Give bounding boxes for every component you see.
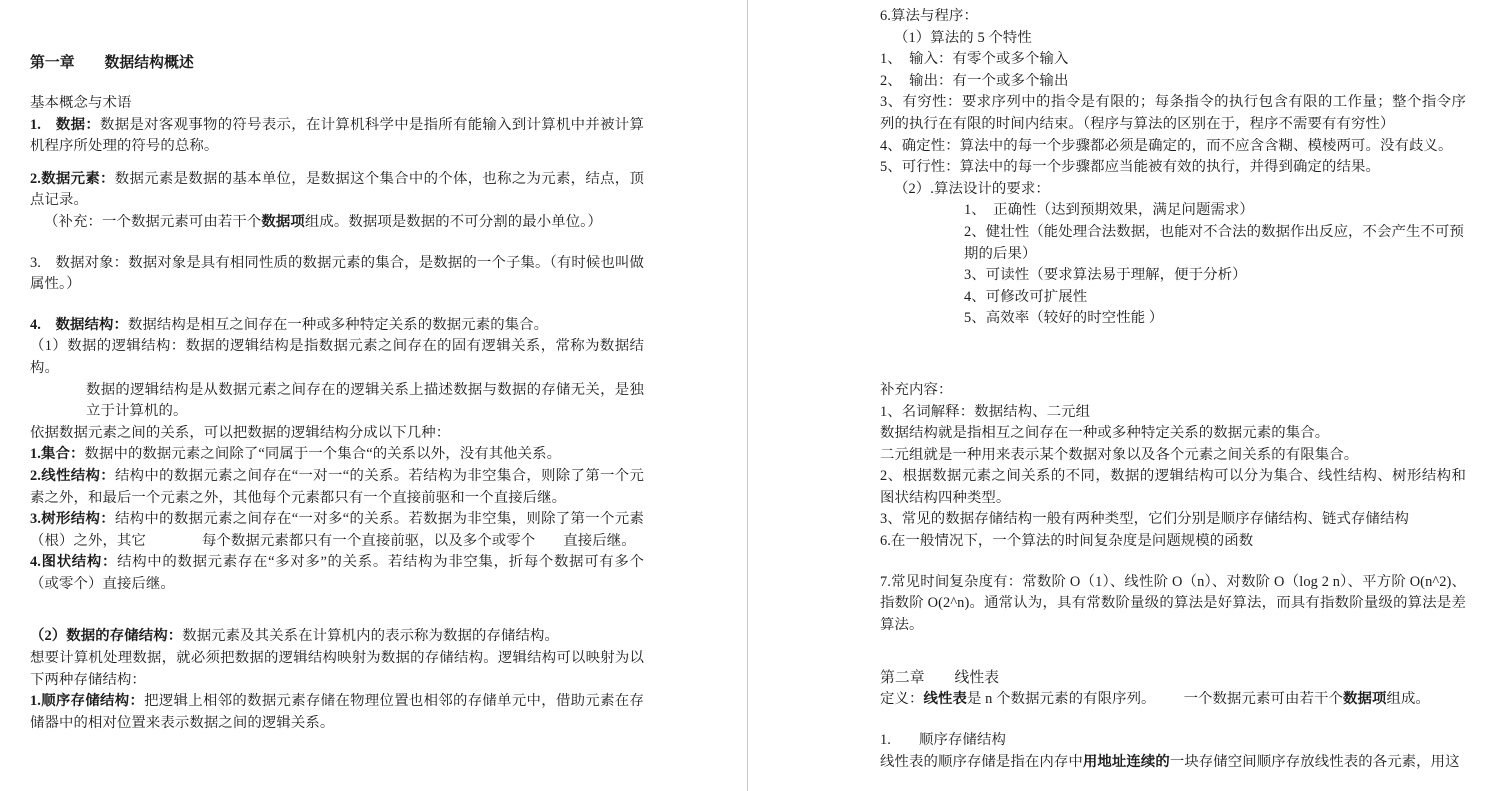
bold-contiguous-address: 用地址连续的 bbox=[1082, 753, 1170, 770]
sub-heading-number: 1. bbox=[880, 732, 891, 749]
text-sequential-detail-a: 线性表的顺序存储是指在内存中 bbox=[880, 753, 1083, 770]
text-data: 数据是对客观事物的符号表示，在计算机科学中是指所有能输入到计算机中并被计算机程序所处理的符号的总称。 bbox=[30, 116, 644, 155]
paragraph-data-element-note bbox=[30, 212, 644, 234]
heading-supplementary-content: 补充内容： bbox=[880, 381, 953, 398]
note-bold-data-item: 数据项 bbox=[261, 213, 305, 230]
note-text-a: （补充：一个数据元素可由若干个 bbox=[44, 213, 262, 230]
label-sequential-storage: 1.顺序存储结构： bbox=[30, 693, 145, 710]
text-definition-tail-a: 一个数据元素可由若干个 bbox=[1183, 691, 1343, 708]
text-sequential-detail-b: 一块存储空间顺序存放线性表的各元素，用这 bbox=[1169, 753, 1460, 770]
text-data-structure: 数据结构是相互之间存在一种或多种特定关系的数据元素的集合。 bbox=[127, 316, 549, 333]
paragraph-requirement-robustness: 2、健壮性（能处理合法数据，也能对不合法的数据作出反应，不会产生不可预期的后果） bbox=[964, 223, 1464, 262]
paragraph-feature-input: 1、 输入：有零个或多个输入 bbox=[880, 51, 1069, 68]
paragraph-supplementary-2: 2、根据数据元素之间关系的不同，数据的逻辑结构可以分为集合、线性结构、树形结构和图状结构四种类型。 bbox=[880, 468, 1466, 506]
label-set-structure: 1.集合： bbox=[30, 446, 85, 463]
paragraph-feature-output: 2、 输出：有一个或多个输出 bbox=[880, 72, 1069, 89]
label-data-structure: 4. 数据结构： bbox=[30, 316, 128, 333]
paragraph-supplementary-1a: 数据结构就是指相互之间存在一种或多种特定关系的数据元素的集合。 bbox=[880, 425, 1330, 442]
paragraph-sequential-structure-heading bbox=[880, 730, 1466, 752]
paragraph-data-element bbox=[30, 169, 644, 212]
paragraph-tree-structure bbox=[30, 509, 644, 552]
text-tree-structure-c: 直接后继。 bbox=[563, 532, 636, 549]
text-tree-structure-a: 结构中的数据元素之间存在“一对多“的关系。若数据为非空集，则除了第一个元素（根）之外，其它 bbox=[30, 511, 644, 549]
text-definition-mid: 是 n 个数据元素的有限序列。 bbox=[966, 691, 1156, 708]
paragraph-sequential-storage bbox=[30, 691, 644, 734]
paragraph-algorithm-five-features: （1）算法的 5 个特性 bbox=[894, 29, 1032, 46]
chapter-2-heading: 第二章 线性表 bbox=[880, 670, 1000, 687]
paragraph-supplementary-1b: 二元组就是一种用来表示某个数据对象以及各个元素之间关系的有限集合。 bbox=[880, 446, 1359, 463]
paragraph-logical-structure-kinds: 依据数据元素之间的关系，可以把数据的逻辑结构分成以下几种： bbox=[30, 424, 451, 441]
label-data-element: 2.数据元素： bbox=[30, 170, 115, 187]
text-tree-structure-b: 每个数据元素都只有一个直接前驱，以及多个或零个 bbox=[201, 532, 536, 549]
paragraph-algorithm-design-requirements: （2）.算法设计的要求： bbox=[894, 180, 1050, 197]
label-graph-structure: 4.图状结构： bbox=[30, 554, 118, 571]
text-graph-structure: 结构中的数据元素存在“多对多”的关系。若结构为非空集，折每个数据可有多个（或零个）直接后继。 bbox=[30, 554, 644, 592]
paragraph-linear-structure bbox=[30, 466, 644, 509]
paragraph-supplementary-6: 6.在一般情况下，一个算法的时间复杂度是问题规模的函数 bbox=[880, 533, 1254, 550]
text-data-element: 数据元素是数据的基本单位，是数据这个集合中的个体，也称之为元素，结点，顶点记录。 bbox=[30, 170, 644, 209]
chapter-1-heading: 第一章 数据结构概述 bbox=[30, 55, 194, 71]
label-data: 1. 数据： bbox=[30, 116, 101, 133]
text-data-object: 数据对象是具有相同性质的数据元素的集合，是数据的一个子集。（有时候也叫做属性。） bbox=[30, 254, 644, 293]
sub-heading-text: 顺序存储结构 bbox=[919, 732, 1006, 749]
paragraph-feature-definiteness: 4、确定性：算法中的每一个步骤都必须是确定的，而不应含含糊、模棱两可。没有歧义。 bbox=[880, 137, 1453, 154]
paragraph-requirement-efficiency: 5、高效率（较好的时空性能 ） bbox=[964, 310, 1164, 327]
paragraph-requirement-readability: 3、可读性（要求算法易于理解，便于分析） bbox=[964, 267, 1247, 284]
bold-linear-list: 线性表 bbox=[923, 691, 967, 708]
paragraph-supplementary-3: 3、常见的数据存储结构一般有两种类型，它们分别是顺序存储结构、链式存储结构 bbox=[880, 511, 1409, 528]
heading-algorithm-and-program: 6.算法与程序： bbox=[880, 8, 978, 24]
paragraph-set-structure bbox=[30, 444, 644, 466]
paragraph-requirement-modifiability: 4、可修改可扩展性 bbox=[964, 288, 1088, 305]
text-linear-structure: 结构中的数据元素之间存在“一对一“的关系。若结构为非空集合，则除了第一个元素之外，和最后一个元素之外，其他每个元素都只有一个直接前驱和一个直接后继。 bbox=[30, 467, 644, 506]
bold-data-item: 数据项 bbox=[1342, 691, 1387, 708]
section-heading-basic-concepts: 基本概念与术语 bbox=[30, 95, 132, 111]
paragraph-logical-structure-detail: 数据的逻辑结构是从数据元素之间存在的逻辑关系上描述数据与数据的存储无关，是独立于计算机的。 bbox=[86, 381, 644, 420]
paragraph-feature-feasibility: 5、可行性：算法中的每一个步骤都应当能被有效的执行，并得到确定的结果。 bbox=[880, 159, 1380, 176]
paragraph-requirement-correctness: 1、 正确性（达到预期效果，满足问题需求） bbox=[964, 202, 1254, 219]
text-definition-tail-b: 组成。 bbox=[1386, 691, 1430, 708]
paragraph-storage-mapping: 想要计算机处理数据，就必须把数据的逻辑结构映射为数据的存储结构。逻辑结构可以映射为以下两种存储结构： bbox=[30, 650, 644, 688]
text-set-structure: 数据中的数据元素之间除了“同属于一个集合“的关系以外，没有其他关系。 bbox=[84, 446, 562, 463]
paragraph-storage-structure bbox=[30, 626, 644, 648]
paragraph-linear-list-definition bbox=[880, 689, 1466, 711]
label-data-object: 3. 数据对象： bbox=[30, 254, 129, 271]
text-sequential-storage: 把逻辑上相邻的数据元素存储在物理位置也相邻的存储单元中，借助元素在存储器中的相对位置来表示数据之间的逻辑关系。 bbox=[30, 693, 644, 731]
paragraph-supplementary-1: 1、名词解释：数据结构、二元组 bbox=[880, 403, 1091, 420]
note-text-b: 组成。数据项是数据的不可分割的最小单位。） bbox=[304, 213, 602, 230]
paragraph-feature-finiteness: 3、有穷性：要求序列中的指令是有限的；每条指令的执行包含有限的工作量；整个指令序列的执行在有限的时间内结束。（程序与算法的区别在于，程序不需要有有穷性） bbox=[880, 94, 1466, 132]
paragraph-sequential-storage-detail bbox=[880, 752, 1466, 774]
paragraph-time-complexity: 7.常见时间复杂度有：常数阶 O（1）、线性阶 O（n）、对数阶 O（log 2 n）、平方阶 O(n^2)、指数阶 O(2^n)。通常认为，具有常数阶量级的算法是好算法，而具有指数阶量级的算法是差算法。 bbox=[880, 573, 1466, 633]
label-linear-structure: 2.线性结构： bbox=[30, 467, 115, 484]
paragraph-logical-structure: （1）数据的逻辑结构：数据的逻辑结构是指数据元素之间存在的固有逻辑关系，常称为数据结构。 bbox=[30, 338, 644, 376]
text-storage-structure: 数据元素及其关系在计算机内的表示称为数据的存储结构。 bbox=[182, 628, 559, 645]
paragraph-data-definition bbox=[30, 115, 644, 158]
paragraph-graph-structure bbox=[30, 552, 644, 595]
paragraph-data-structure bbox=[30, 315, 644, 337]
label-storage-structure: （2）数据的存储结构： bbox=[30, 628, 183, 645]
paragraph-data-object bbox=[30, 253, 644, 296]
right-page-column bbox=[748, 0, 1496, 791]
label-tree-structure: 3.树形结构： bbox=[30, 511, 115, 528]
label-definition: 定义： bbox=[880, 691, 924, 708]
